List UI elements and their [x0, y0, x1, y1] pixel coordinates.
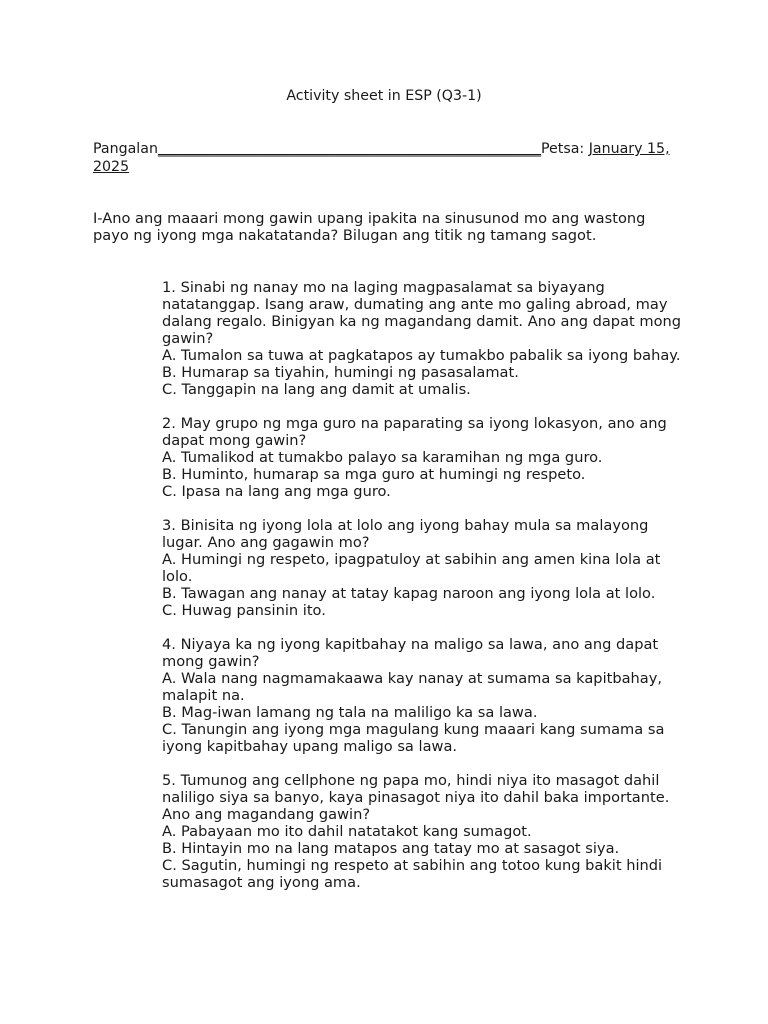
choice-a: A. Tumalikod at tumakbo palayo sa karamihan ng mga guro.: [162, 449, 603, 466]
question-2: [162, 415, 682, 500]
choice-c: C. Tanungin ang iyong mga magulang kung maaari kang sumama sa iyong kapitbahay upang maligo sa lawa.: [162, 721, 665, 755]
date-label: Petsa:: [541, 141, 589, 157]
choice-b: B. Humarap sa tiyahin, humingi ng pasasalamat.: [162, 364, 519, 381]
question-stem: 2. May grupo ng mga guro na paparating sa iyong lokasyon, ano ang dapat mong gawin?: [162, 415, 667, 449]
question-5: [162, 772, 682, 891]
choice-b: B. Hintayin mo na lang matapos ang tatay mo at sasagot siya.: [162, 840, 620, 857]
choice-a: A. Humingi ng respeto, ipagpatuloy at sabihin ang amen kina lola at lolo.: [162, 551, 661, 585]
choice-a: A. Wala nang nagmamakaawa kay nanay at sumama sa kapitbahay, malapit na.: [162, 670, 663, 704]
choice-b: B. Mag-iwan lamang ng tala na maliligo ka sa lawa.: [162, 704, 538, 721]
choice-c: C. Ipasa na lang ang mga guro.: [162, 483, 391, 500]
question-stem: 1. Sinabi ng nanay mo na laging magpasalamat sa biyayang natatanggap. Isang araw, dumating ang ante mo galing abroad, may dalang regalo. Binigyan ka ng magandang damit. Ano ang dapat mong gawin?: [162, 279, 682, 347]
question-stem: 4. Niyaya ka ng iyong kapitbahay na maligo sa lawa, ano ang dapat mong gawin?: [162, 636, 659, 670]
choice-b: B. Tawagan ang nanay at tatay kapag naroon ang iyong lola at lolo.: [162, 585, 656, 602]
choice-c: C. Tanggapin na lang ang damit at umalis.: [162, 381, 471, 398]
question-1: [162, 279, 682, 398]
choice-a: A. Tumalon sa tuwa at pagkatapos ay tumakbo pabalik sa iyong bahay.: [162, 347, 681, 364]
choice-b: B. Huminto, humarap sa mga guro at humingi ng respeto.: [162, 466, 586, 483]
name-date-line: [93, 140, 675, 176]
choice-c: C. Huwag pansinin ito.: [162, 602, 326, 619]
question-stem: 3. Binisita ng iyong lola at lolo ang iyong bahay mula sa malayong lugar. Ano ang gagawin mo?: [162, 517, 649, 551]
choice-a: A. Pabayaan mo ito dahil natatakot kang sumagot.: [162, 823, 532, 840]
question-list: [162, 279, 682, 908]
choice-c: C. Sagutin, humingi ng respeto at sabihin ang totoo kung bakit hindi sumasagot ang iyong ama.: [162, 857, 663, 891]
question-3: [162, 517, 682, 619]
question-4: [162, 636, 682, 755]
date-value: January 15, 2025: [93, 141, 670, 175]
instructions: I-Ano ang maaari mong gawin upang ipakita na sinusunod mo ang wastong payo ng iyong mga nakatatanda? Bilugan ang titik ng tamang sagot.: [93, 210, 646, 244]
name-blank-rule: ______________________________________________________: [157, 141, 541, 157]
document-title: Activity sheet in ESP (Q3-1): [286, 88, 482, 104]
name-label: Pangalan: [93, 141, 158, 157]
question-stem: 5. Tumunog ang cellphone ng papa mo, hindi niya ito masagot dahil naliligo siya sa banyo, kaya pinasagot niya ito dahil baka importante. Ano ang magandang gawin?: [162, 772, 670, 823]
